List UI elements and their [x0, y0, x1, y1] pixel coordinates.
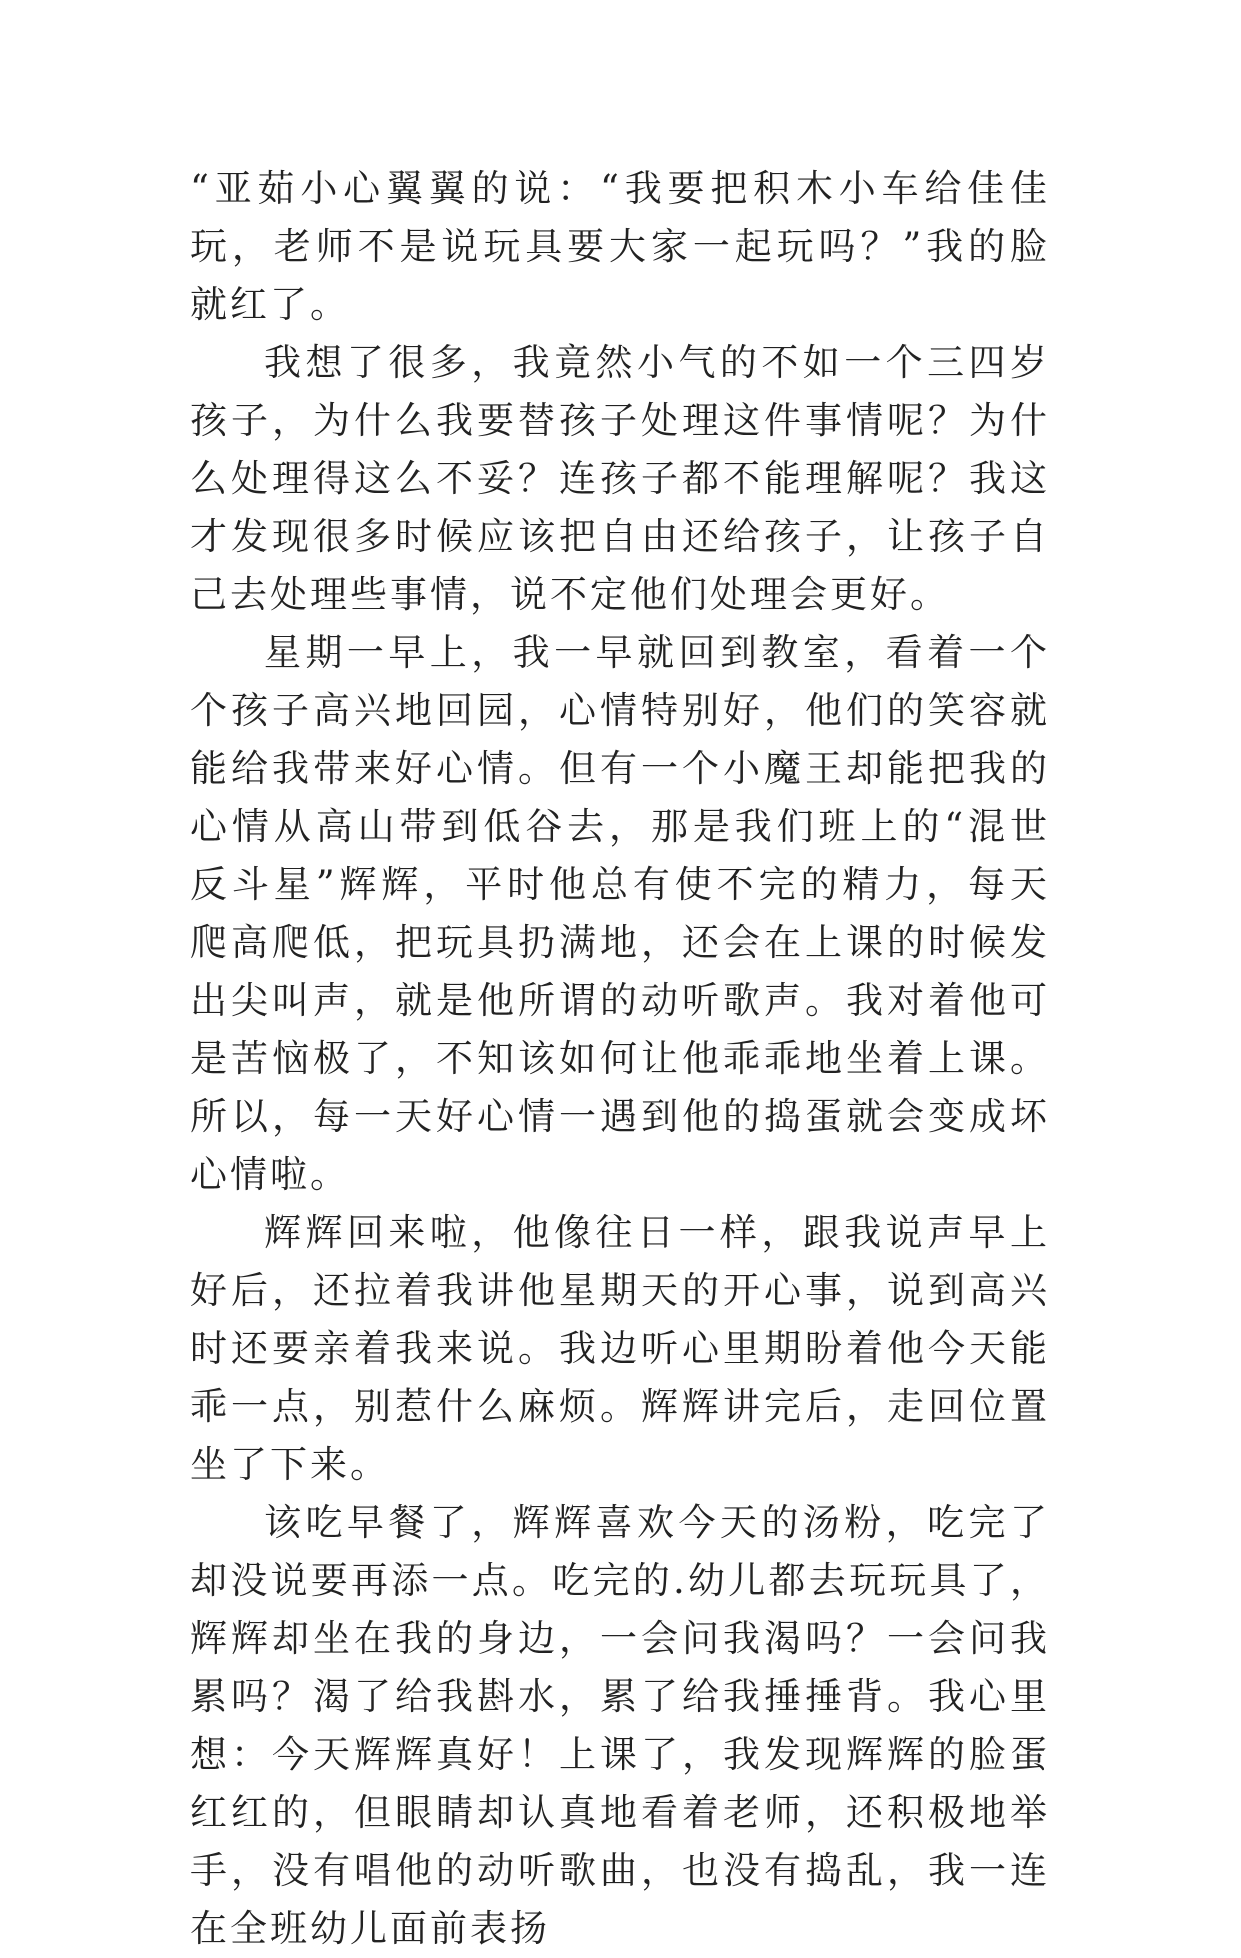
paragraph-3: 星期一早上，我一早就回到教室，看着一个个孩子高兴地回园，心情特别好，他们的笑容就能给我带来好心情。但有一个小魔王却能把我的心情从高山带到低谷去，那是我们班上的“混世反斗星”辉辉，平时他总有使不完的精力，每天爬高爬低，把玩具扔满地，还会在上课的时候发出尖叫声，就是他所谓的动听歌声。我对着他可是苦恼极了，不知该如何让他乖乖地坐着上课。所以，每一天好心情一遇到他的捣蛋就会变成坏心情啦。 — [190, 631, 1050, 1196]
paragraph-2: 我想了很多，我竟然小气的不如一个三四岁孩子，为什么我要替孩子处理这件事情呢？为什么处理得这么不妥？连孩子都不能理解呢？我这才发现很多时候应该把自由还给孩子，让孩子自己去处理些事情，说不定他们处理会更好。 — [190, 341, 1050, 616]
document-body — [190, 160, 1050, 1958]
paragraph-5: 该吃早餐了，辉辉喜欢今天的汤粉，吃完了却没说要再添一点。吃完的.幼儿都去玩玩具了，辉辉却坐在我的身边，一会问我渴吗？一会问我累吗？渴了给我斟水，累了给我捶捶背。我心里想：今天辉辉真好！上课了，我发现辉辉的脸蛋红红的，但眼睛却认真地看着老师，还积极地举手，没有唱他的动听歌曲，也没有捣乱，我一连在全班幼儿面前表扬 — [190, 1501, 1050, 1950]
paragraph-1: “亚茹小心翼翼的说：“我要把积木小车给佳佳玩，老师不是说玩具要大家一起玩吗？”我的脸就红了。 — [190, 167, 1050, 326]
paragraph-4: 辉辉回来啦，他像往日一样，跟我说声早上好后，还拉着我讲他星期天的开心事，说到高兴时还要亲着我来说。我边听心里期盼着他今天能乖一点，别惹什么麻烦。辉辉讲完后，走回位置坐了下来。 — [190, 1211, 1050, 1486]
